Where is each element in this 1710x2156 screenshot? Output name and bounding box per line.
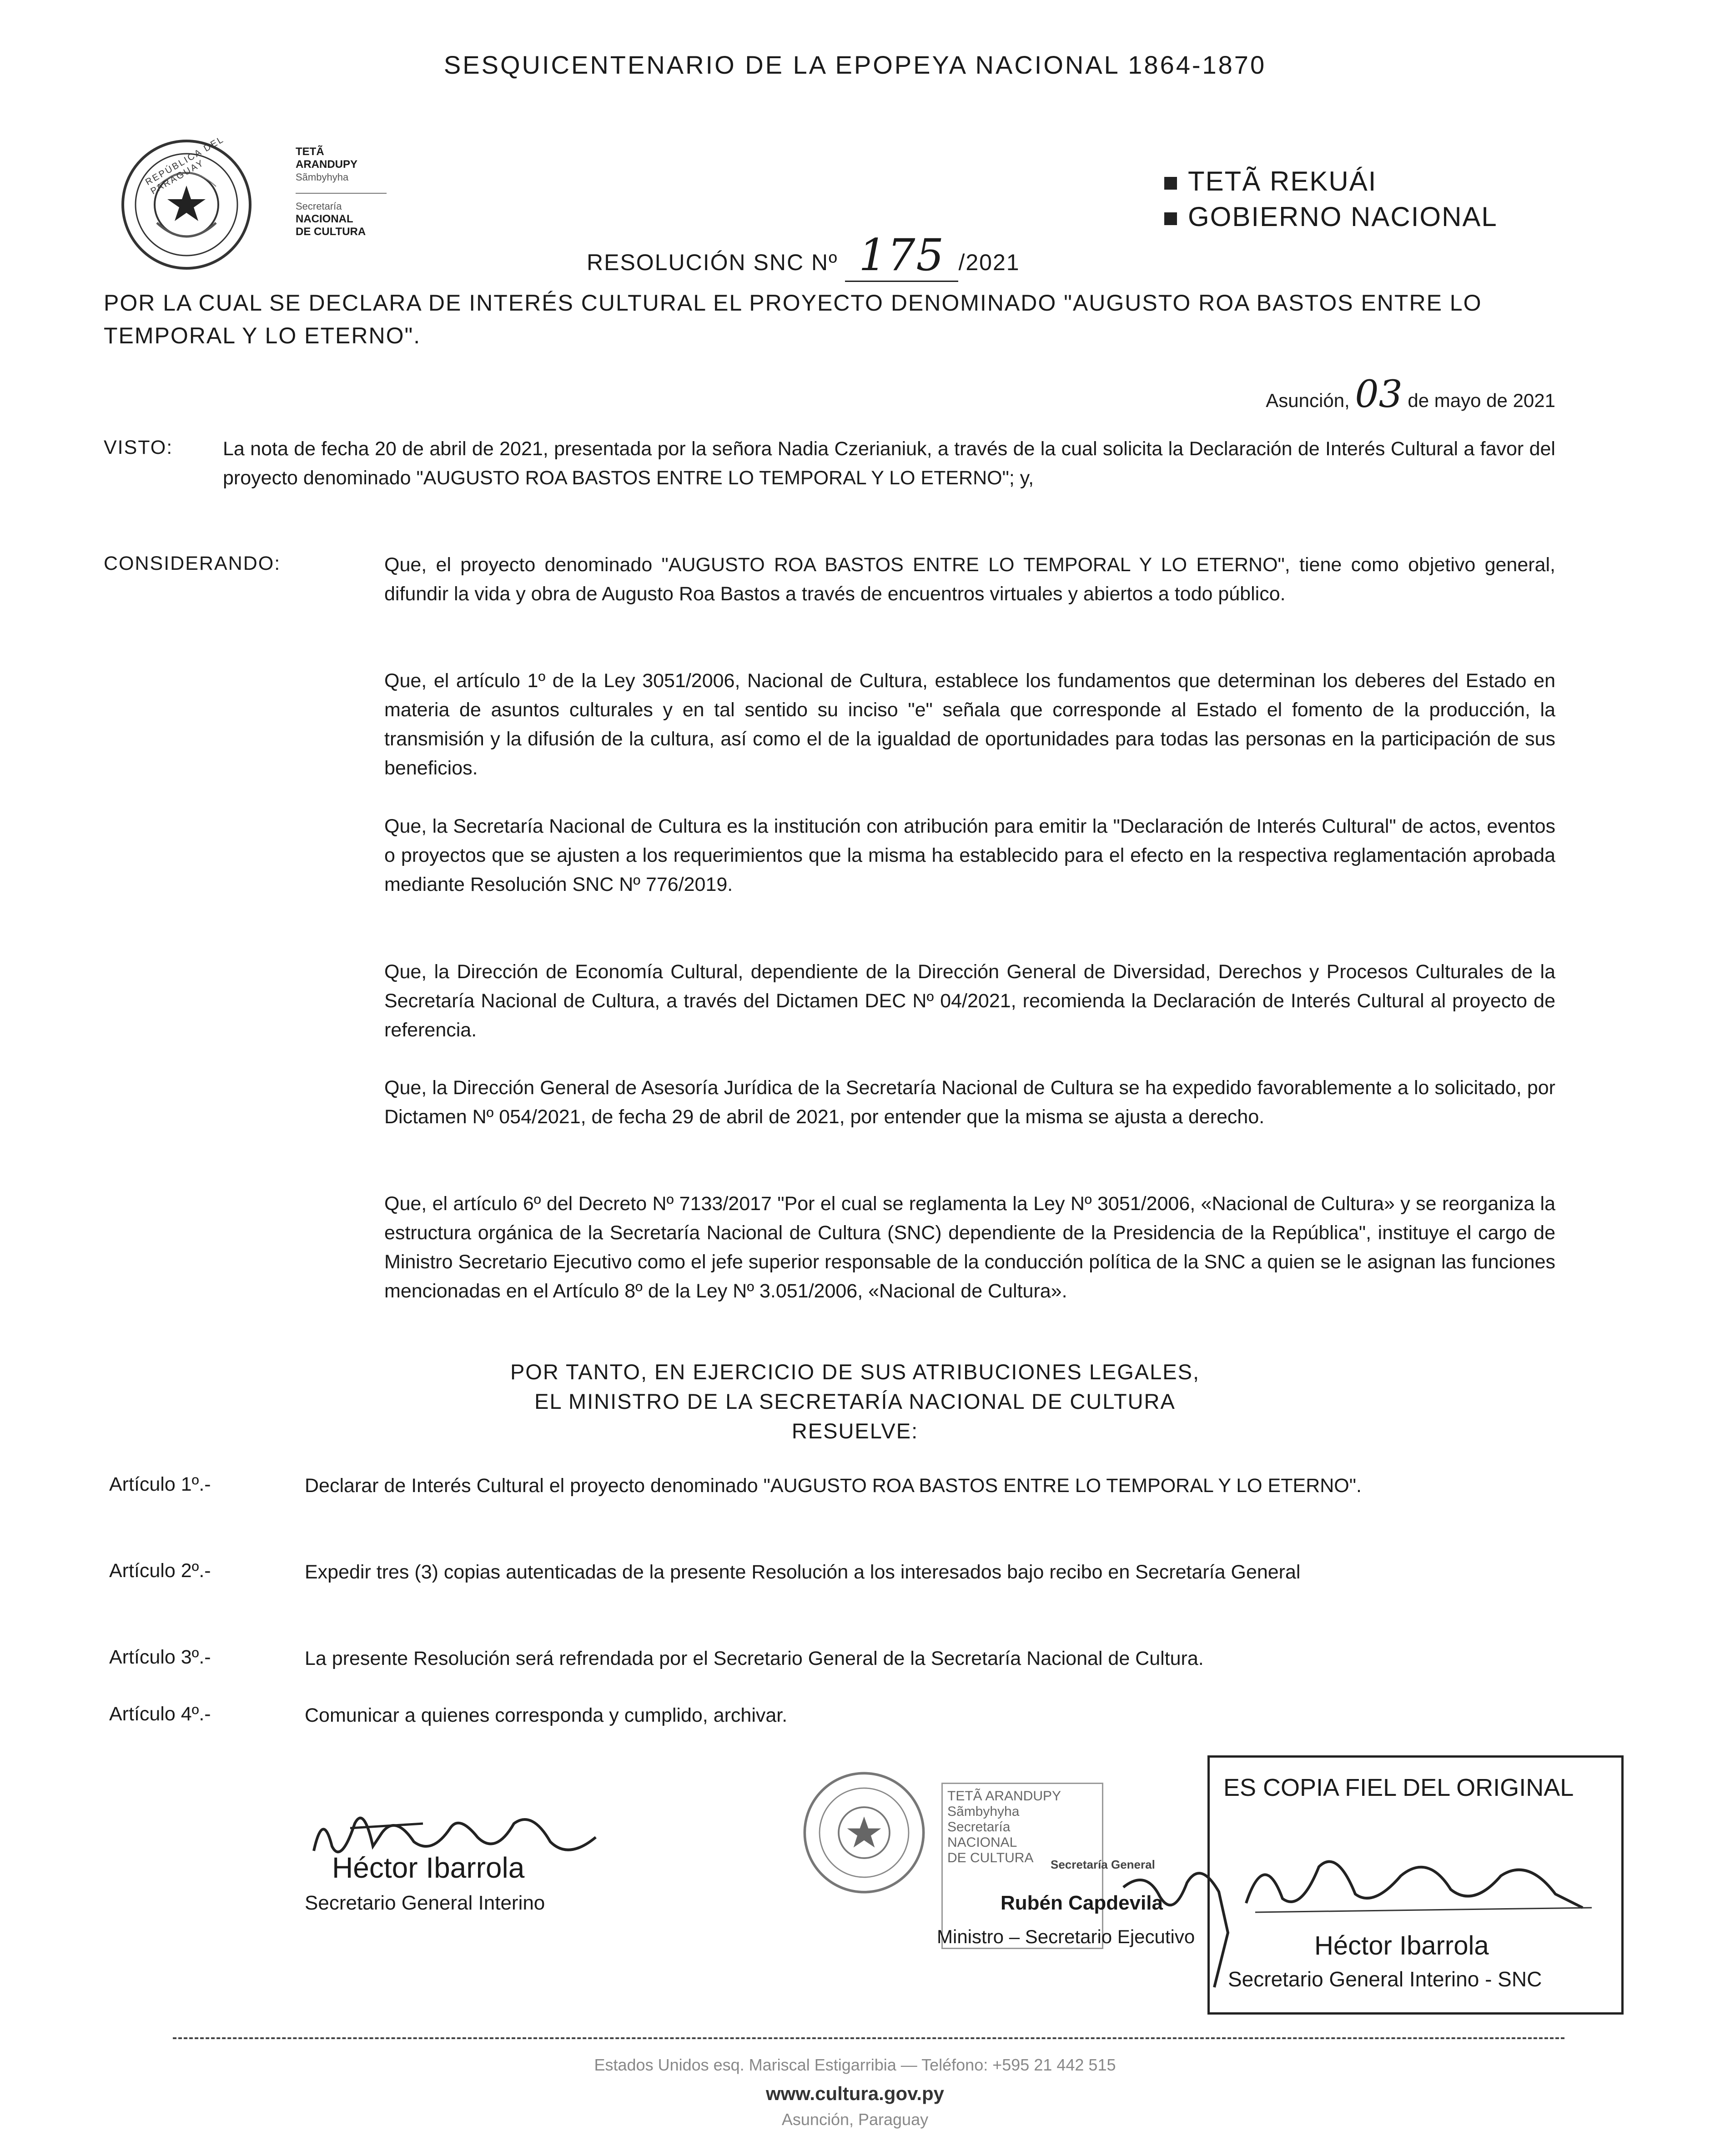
- article-label: Artículo 1º.-: [109, 1473, 211, 1495]
- por-tanto-line1: POR TANTO, EN EJERCICIO DE SUS ATRIBUCIONES LEGALES,: [510, 1360, 1200, 1384]
- seal-lettering: REPÚBLICA DEL PARAGUAY: [144, 134, 226, 197]
- resolution-date: [1266, 373, 1555, 416]
- stamp-nacional: NACIONAL: [947, 1835, 1017, 1850]
- article-label: Artículo 2º.-: [109, 1560, 211, 1582]
- footer-divider: [173, 2037, 1564, 2039]
- article-label: Artículo 3º.-: [109, 1646, 211, 1668]
- institution-block: [296, 146, 387, 238]
- considerando-paragraph: Que, la Dirección General de Asesoría Jurídica de la Secretaría Nacional de Cultura se ha expedido favorablemente a lo solicitado, por Dictamen Nº 054/2021, de fecha 29 de abril de 2021, por entender que la misma se ajusta a derecho.: [384, 1077, 1555, 1128]
- considerando-paragraph: Que, el artículo 6º del Decreto Nº 7133/2017 "Por el cual se reglamenta la Ley Nº 3051/2006, «Nacional de Cultura» y se reorganiza la estructura orgánica de la Secretaría Nacional de Cultura (SNC) dependiente de la Presidencia de la República", instituye el cargo de Ministro Secretario Ejecutivo como el jefe superior responsable de la conducción política de la SNC a quien se le asignan las funciones mencionadas en el Artículo 8º de la Ley Nº 3.051/2006, «Nacional de Cultura».: [384, 1193, 1555, 1302]
- copy-stamp-title: ES COPIA FIEL DEL ORIGINAL: [1223, 1774, 1574, 1801]
- visto-text: La nota de fecha 20 de abril de 2021, presentada por la señora Nadia Czerianiuk, a través de la cual solicita la Declaración de Interés Cultural a favor del proyecto denominado "AUGUSTO ROA BASTOS ENTRE LO TEMPORAL Y LO ETERNO"; y,: [223, 438, 1555, 489]
- resolution-prefix: RESOLUCIÓN SNC Nº: [587, 250, 838, 275]
- square-bullet-icon: [1164, 212, 1177, 225]
- stamp-secretaria: Secretaría: [947, 1819, 1011, 1834]
- por-tanto-line2: EL MINISTRO DE LA SECRETARÍA NACIONAL DE CULTURA: [534, 1389, 1176, 1413]
- date-prefix: Asunción,: [1266, 390, 1350, 411]
- footer-address: Estados Unidos esq. Mariscal Estigarribia — Teléfono: +595 21 442 515: [594, 2055, 1116, 2074]
- institution-top: TETÃ ARANDUPY: [296, 146, 358, 171]
- article-text: Declarar de Interés Cultural el proyecto denominado "AUGUSTO ROA BASTOS ENTRE LO TEMPORAL Y LO ETERNO".: [305, 1475, 1362, 1497]
- square-bullet-icon: [1164, 177, 1177, 190]
- left-signer-title: Secretario General Interino: [305, 1892, 545, 1914]
- institution-sub: Sãmbyhyha: [296, 171, 349, 183]
- copy-stamp-role: Secretario General Interino - SNC: [1228, 1967, 1542, 1991]
- gobierno-block: [1164, 164, 1498, 235]
- stamp-sambyhyha: Sãmbyhyha: [947, 1804, 1020, 1819]
- institution-secretaria: Secretaría: [296, 201, 342, 212]
- institution-divider: [296, 193, 387, 194]
- institution-cultura: DE CULTURA: [296, 226, 366, 238]
- resolution-year: /2021: [958, 250, 1020, 275]
- date-suffix: de mayo de 2021: [1408, 390, 1555, 411]
- rekuai-text: TETÃ REKUÁI: [1188, 166, 1377, 196]
- date-day: 03: [1355, 373, 1403, 416]
- considerando-paragraph: Que, el proyecto denominado "AUGUSTO ROA BASTOS ENTRE LO TEMPORAL Y LO ETERNO", tiene como objetivo general, difundir la vida y obra de Augusto Roa Bastos a través de encuentros virtuales y abiertos a todo público.: [384, 554, 1555, 605]
- rekuai-line: [1164, 164, 1498, 199]
- article-text: La presente Resolución será refrendada por el Secretario General de la Secretaría Nacional de Cultura.: [305, 1648, 1204, 1669]
- considerando-paragraph: Que, la Secretaría Nacional de Cultura es la institución con atribución para emitir la "Declaración de Interés Cultural" de actos, eventos o proyectos que se ajusten a los requerimientos que la misma ha establecido para el efecto en la respectiva reglamentación aprobada mediante Resolución SNC Nº 776/2019.: [384, 815, 1555, 895]
- institution-nacional: NACIONAL: [296, 213, 353, 225]
- resolution-handwritten-number: 175: [845, 230, 958, 282]
- center-signer-name: Rubén Capdevila: [1001, 1892, 1163, 1914]
- seal-icon: [800, 1769, 928, 1896]
- stamp-secretaria-general: Secretaría General: [1051, 1858, 1155, 1871]
- visto-label: VISTO:: [104, 437, 173, 458]
- stamp-de-cultura: DE CULTURA: [947, 1850, 1034, 1865]
- gobierno-line: [1164, 199, 1498, 235]
- considerando-label: CONSIDERANDO:: [104, 553, 281, 574]
- center-signer-title: Ministro – Secretario Ejecutivo: [937, 1926, 1195, 1947]
- certified-copy-stamp: [1207, 1755, 1624, 2015]
- article-label: Artículo 4º.-: [109, 1703, 211, 1725]
- stamp-tetã-arandupy: TETÃ ARANDUPY: [947, 1789, 1061, 1804]
- sesquicentenario-heading: SESQUICENTENARIO DE LA EPOPEYA NACIONAL 1864-1870: [443, 50, 1267, 79]
- footer-city: Asunción, Paraguay: [781, 2110, 929, 2129]
- considerando-paragraph: Que, el artículo 1º de la Ley 3051/2006, Nacional de Cultura, establece los fundamentos que determinan los deberes del Estado en materia de asuntos culturales y en tal sentido su inciso "e" señala que corresponde al Estado el fomento de la producción, la transmisión y la difusión de la cultura, así como el de la igualdad de oportunidades para todas las personas en la participación de sus beneficios.: [384, 670, 1555, 779]
- resolution-number: [587, 230, 1020, 281]
- gobierno-text: GOBIERNO NACIONAL: [1188, 201, 1498, 232]
- resuelve-heading: RESUELVE:: [791, 1419, 919, 1443]
- left-signer-name: Héctor Ibarrola: [332, 1851, 525, 1884]
- resolution-title: POR LA CUAL SE DECLARA DE INTERÉS CULTURAL EL PROYECTO DENOMINADO "AUGUSTO ROA BASTOS ENTRE LO TEMPORAL Y LO ETERNO".: [104, 290, 1482, 348]
- footer-website: www.cultura.gov.py: [765, 2083, 945, 2104]
- copy-stamp-name: Héctor Ibarrola: [1314, 1931, 1489, 1960]
- handwritten-signature-icon: [1237, 1839, 1601, 1921]
- article-text: Expedir tres (3) copias autenticadas de la presente Resolución a los interesados bajo recibo en Secretaría General: [305, 1561, 1301, 1583]
- center-seal: [800, 1769, 928, 1899]
- considerando-paragraph: Que, la Dirección de Economía Cultural, dependiente de la Dirección General de Diversidad, Derechos y Procesos Culturales de la Secretaría Nacional de Cultura, a través del Dictamen DEC Nº 04/2021, recomienda la Declaración de Interés Cultural al proyecto de referencia.: [384, 961, 1555, 1041]
- article-text: Comunicar a quienes corresponda y cumplido, archivar.: [305, 1704, 788, 1726]
